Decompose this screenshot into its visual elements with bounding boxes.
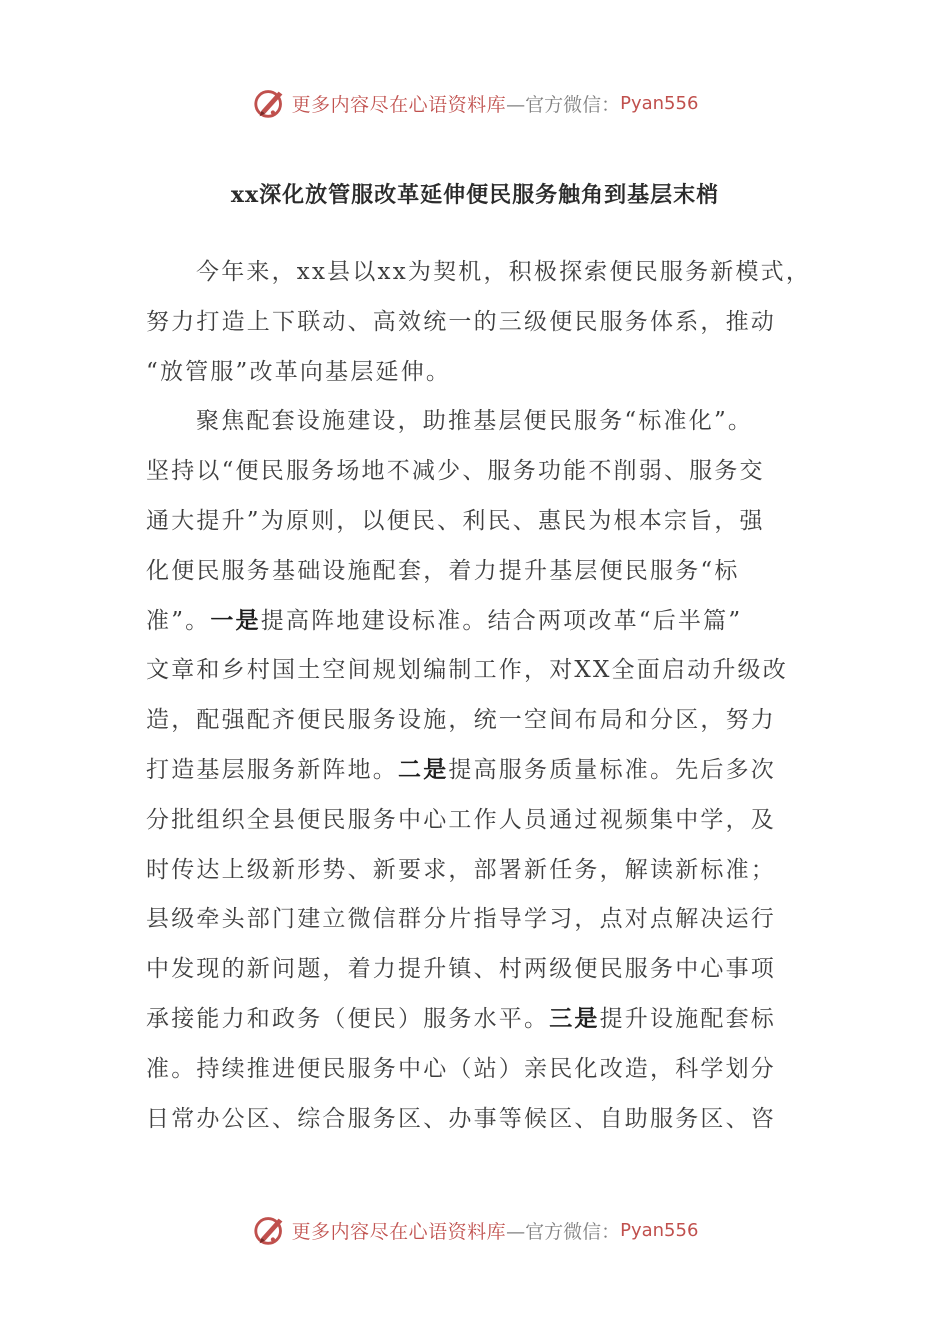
text-run: 文章和乡村国土空间规划编制工作，对XX全面启动升级改 bbox=[146, 657, 788, 684]
pen-logo-icon bbox=[252, 84, 290, 122]
text-run: 今年来，xx县以xx为契机，积极探索便民服务新模式， bbox=[196, 259, 812, 285]
text-run: 聚焦配套设施建设，助推基层便民服务“标准化”。 bbox=[196, 408, 754, 435]
banner-main-text: 更多内容尽在心语资料库 bbox=[291, 1220, 507, 1243]
paragraph-line bbox=[146, 647, 806, 697]
text-run: 坚持以“便民服务场地不减少、服务功能不削弱、服务交 bbox=[146, 458, 765, 485]
paragraph-line bbox=[146, 349, 806, 399]
paragraph-line bbox=[146, 896, 806, 946]
text-run: 造，配强配齐便民服务设施，统一空间布局和分区，努力 bbox=[146, 707, 776, 734]
text-run: 中发现的新问题，着力提升镇、村两级便民服务中心事项 bbox=[146, 956, 776, 983]
text-run: 县级牵头部门建立微信群分片指导学习，点对点解决运行 bbox=[146, 906, 776, 933]
banner-suffix-text: —官方微信： bbox=[506, 93, 621, 116]
paragraph-line bbox=[146, 249, 812, 299]
paragraph-line bbox=[146, 747, 806, 797]
text-run: 准”。 bbox=[146, 607, 211, 634]
paragraph-line bbox=[146, 1096, 806, 1146]
text-run: 日常办公区、综合服务区、办事等候区、自助服务区、咨 bbox=[146, 1105, 776, 1132]
paragraph-line bbox=[146, 548, 806, 598]
pen-logo-icon bbox=[252, 1211, 290, 1249]
paragraph-line bbox=[146, 398, 806, 448]
text-run: 化便民服务基础设施配套，着力提升基层便民服务“标 bbox=[146, 557, 740, 584]
text-run: 准。持续推进便民服务中心（站）亲民化改造，科学划分 bbox=[146, 1055, 776, 1082]
text-run: 时传达上级新形势、新要求，部署新任务，解读新标准； bbox=[146, 856, 776, 883]
document-body bbox=[146, 249, 812, 1145]
text-run: 打造基层服务新阵地。 bbox=[146, 756, 398, 783]
paragraph-line bbox=[146, 946, 806, 996]
paragraph-line bbox=[146, 996, 806, 1046]
text-run: 分批组织全县便民服务中心工作人员通过视频集中学，及 bbox=[146, 806, 776, 833]
bold-marker-first: 一是 bbox=[210, 606, 261, 634]
text-run: 通大提升”为原则，以便民、利民、惠民为根本宗旨，强 bbox=[146, 507, 765, 534]
document-title: xx深化放管服改革延伸便民服务触角到基层末梢 bbox=[230, 182, 720, 208]
paragraph-line bbox=[146, 847, 806, 897]
banner-wechat-id: Pyan556 bbox=[620, 92, 699, 114]
text-run: 提高服务质量标准。先后多次 bbox=[448, 756, 777, 783]
text-run: 提升设施配套标 bbox=[599, 1005, 777, 1032]
header-banner bbox=[0, 81, 950, 125]
banner-suffix-text: —官方微信： bbox=[506, 1220, 621, 1243]
paragraph-line bbox=[146, 697, 806, 747]
paragraph-line bbox=[146, 448, 806, 498]
paragraph-line bbox=[146, 498, 806, 548]
banner-main-text: 更多内容尽在心语资料库 bbox=[291, 93, 507, 116]
banner-wechat-id: Pyan556 bbox=[620, 1219, 699, 1241]
text-run: 承接能力和政务（便民）服务水平。 bbox=[146, 1005, 550, 1032]
bold-marker-second: 二是 bbox=[398, 755, 449, 783]
bold-marker-third: 三是 bbox=[549, 1004, 600, 1032]
footer-banner bbox=[0, 1208, 950, 1252]
text-run: “放管服”改革向基层延伸。 bbox=[146, 358, 452, 385]
paragraph-line bbox=[146, 1046, 806, 1096]
text-run: 努力打造上下联动、高效统一的三级便民服务体系，推动 bbox=[146, 308, 776, 335]
paragraph-line bbox=[146, 598, 806, 648]
text-run: 提高阵地建设标准。结合两项改革“后半篇” bbox=[260, 607, 743, 634]
paragraph-line bbox=[146, 299, 806, 349]
paragraph-line bbox=[146, 797, 806, 847]
